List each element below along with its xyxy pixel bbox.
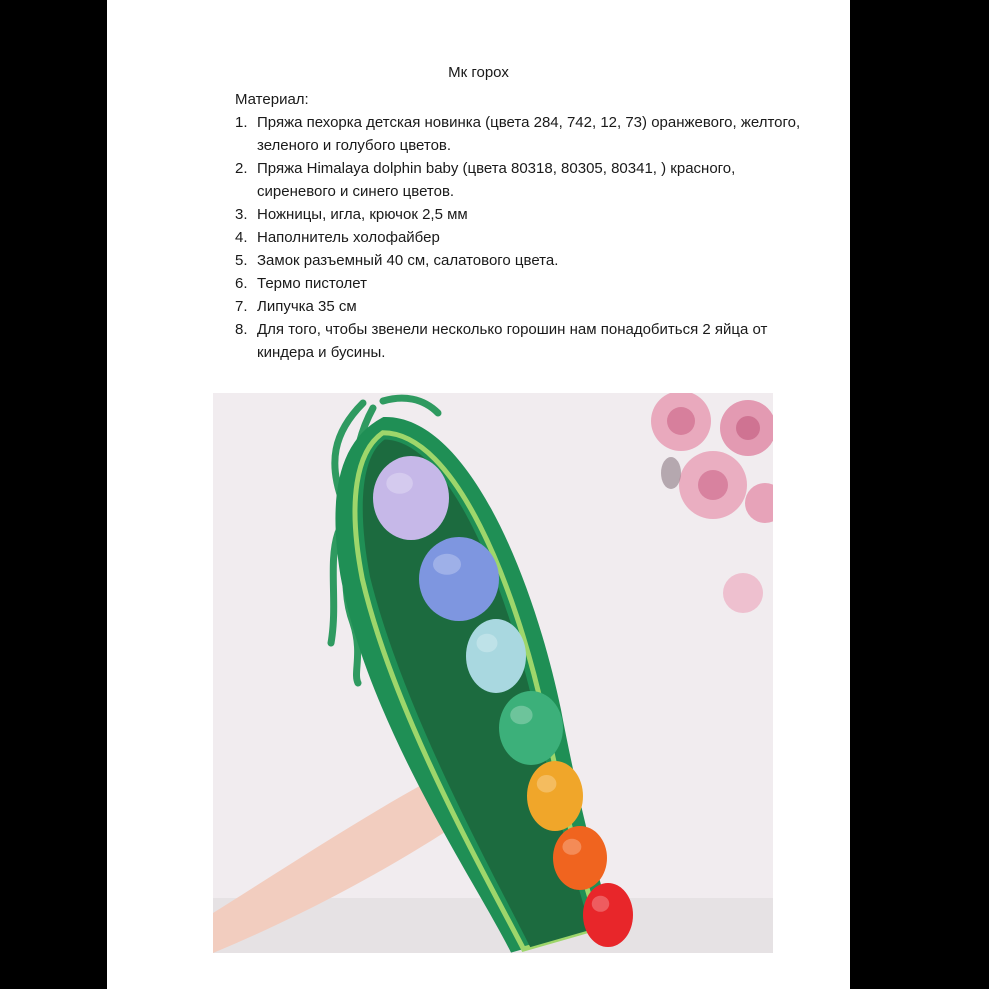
pea-highlight bbox=[537, 775, 557, 793]
list-item bbox=[235, 295, 805, 318]
document-body bbox=[235, 88, 805, 364]
materials-list bbox=[235, 111, 805, 364]
document-title: Мк горох bbox=[448, 64, 509, 81]
list-item bbox=[235, 157, 805, 203]
list-number: 2. bbox=[235, 160, 248, 177]
pea-blue bbox=[419, 537, 499, 621]
list-number: 6. bbox=[235, 275, 248, 292]
pea-yellow bbox=[527, 761, 583, 831]
list-item bbox=[235, 111, 805, 157]
list-item bbox=[235, 318, 805, 364]
list-item bbox=[235, 272, 805, 295]
list-number: 8. bbox=[235, 321, 248, 338]
list-item-text: Для того, чтобы звенели несколько горошин нам понадобиться 2 яйца от киндера и бусины. bbox=[257, 321, 768, 361]
list-number: 1. bbox=[235, 114, 248, 131]
list-item-text: Пряжа пехорка детская новинка (цвета 284, 742, 12, 73) оранжевого, желтого, зеленого и голубого цветов. bbox=[257, 114, 801, 154]
list-number: 4. bbox=[235, 229, 248, 246]
list-item-text: Замок разъемный 40 см, салатового цвета. bbox=[257, 252, 559, 269]
pea-highlight bbox=[433, 554, 461, 575]
list-item-text: Липучка 35 см bbox=[257, 298, 357, 315]
materials-label: Материал: bbox=[235, 91, 309, 108]
photo-crochet-pea-pod bbox=[213, 393, 773, 953]
list-item-text: Пряжа Himalaya dolphin baby (цвета 80318, 80305, 80341, ) красного, сиреневого и синего цветов. bbox=[257, 160, 736, 200]
list-item bbox=[235, 203, 805, 226]
list-item-text: Термо пистолет bbox=[257, 275, 368, 292]
pea-orange bbox=[553, 826, 607, 890]
pea-red bbox=[583, 883, 633, 947]
pea-light-blue bbox=[466, 619, 526, 693]
pea-highlight bbox=[562, 839, 581, 855]
list-number: 3. bbox=[235, 206, 248, 223]
list-item bbox=[235, 249, 805, 272]
list-item-text: Ножницы, игла, крючок 2,5 мм bbox=[257, 206, 468, 223]
pea-highlight bbox=[386, 473, 413, 494]
pea-highlight bbox=[510, 706, 532, 725]
list-number: 5. bbox=[235, 252, 248, 269]
document-page bbox=[107, 0, 850, 989]
list-number: 7. bbox=[235, 298, 248, 315]
list-item bbox=[235, 226, 805, 249]
pea-highlight bbox=[477, 634, 498, 653]
list-item-text: Наполнитель холофайбер bbox=[257, 229, 440, 246]
pea-pod-illustration bbox=[213, 393, 773, 953]
pea-lilac bbox=[373, 456, 449, 540]
pea-highlight bbox=[592, 896, 610, 912]
pea-green bbox=[499, 691, 563, 765]
